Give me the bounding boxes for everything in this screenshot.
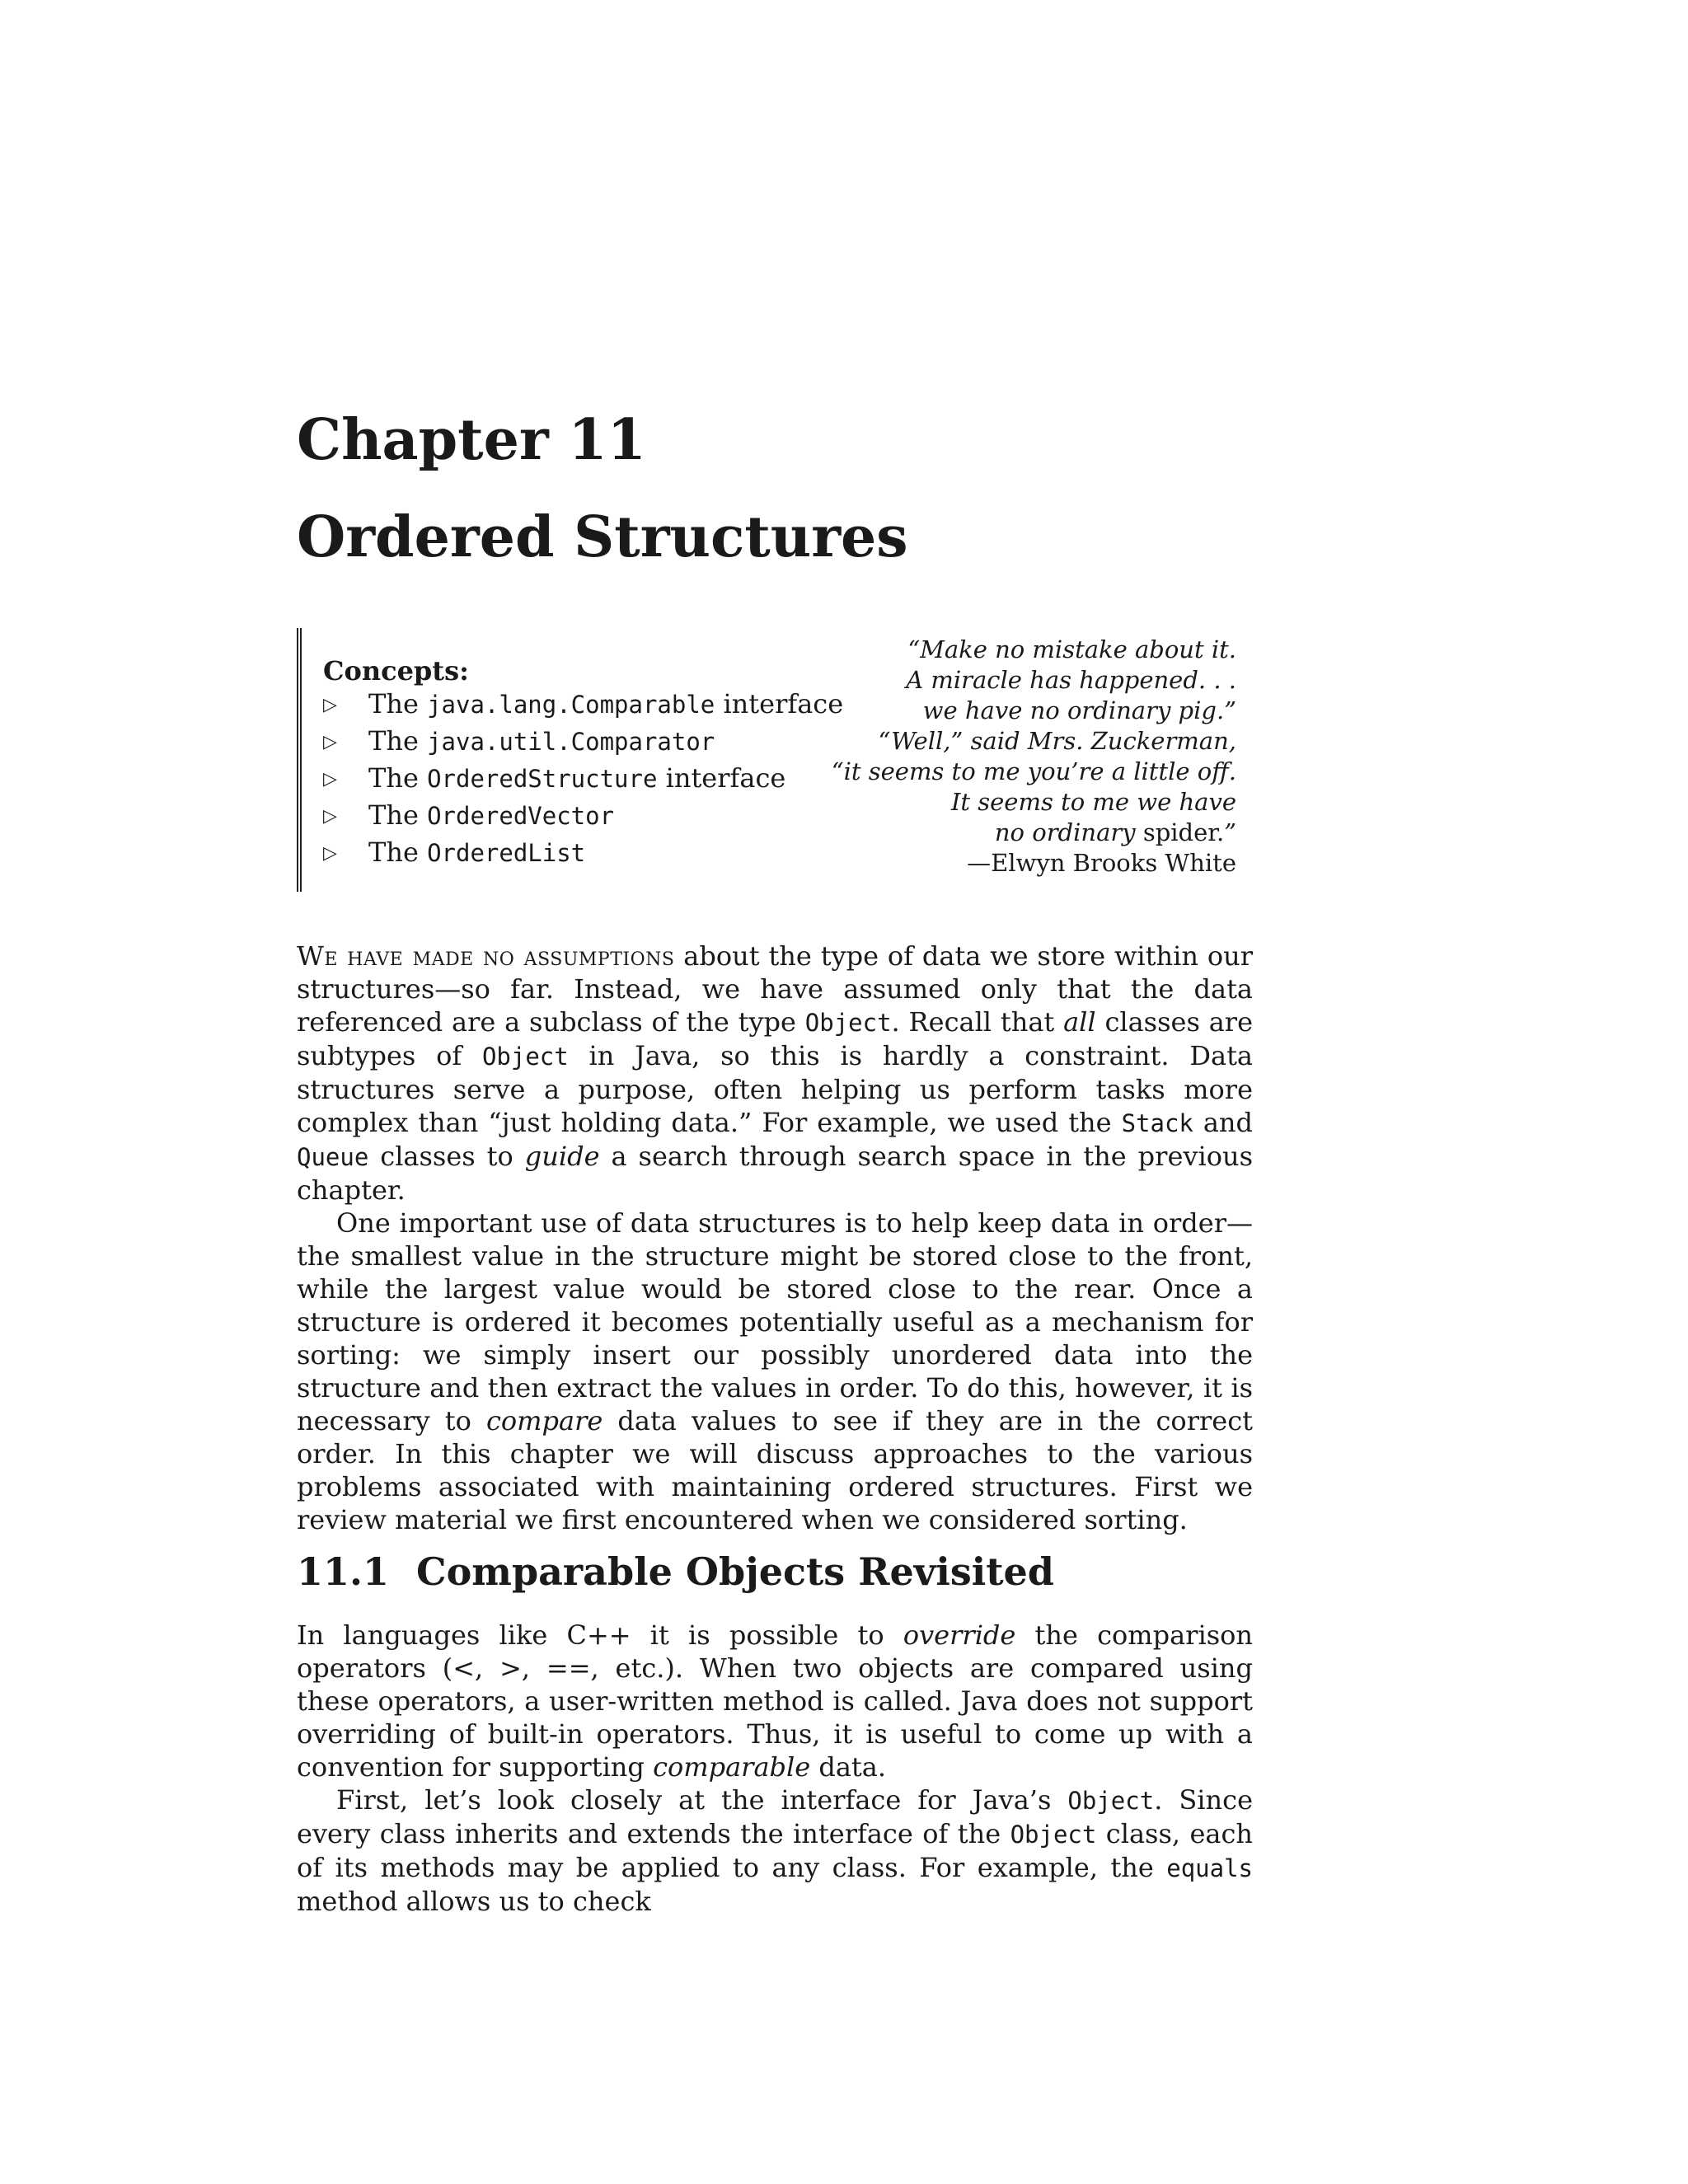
code-run: Stack bbox=[1121, 1109, 1193, 1137]
code-run: Object bbox=[481, 1043, 569, 1071]
emphasis-run: override bbox=[903, 1619, 1016, 1651]
concept-text: interface bbox=[715, 688, 844, 719]
paragraph bbox=[297, 1783, 1253, 1918]
code-run: Queue bbox=[297, 1143, 369, 1171]
triangle-bullet-icon: ▷ bbox=[323, 732, 337, 752]
quote-fragment: spider. bbox=[1135, 818, 1225, 846]
text-run: classes are subtypes of bbox=[297, 1006, 1254, 1071]
concept-text: interface bbox=[657, 762, 786, 794]
emphasis-run: all bbox=[1063, 1006, 1096, 1038]
concept-item bbox=[323, 687, 844, 724]
concept-item bbox=[323, 836, 824, 873]
emphasis-run: comparable bbox=[653, 1751, 811, 1783]
triangle-bullet-icon: ▷ bbox=[323, 843, 337, 864]
quote-line: “Make no mistake about it. bbox=[907, 635, 1236, 663]
paragraph bbox=[297, 940, 1253, 1207]
quote-line: It seems to me we have bbox=[950, 788, 1236, 816]
concept-text: The bbox=[368, 762, 428, 794]
text-run: classes to bbox=[368, 1141, 525, 1172]
text-run: about the type of data we store within our structures—so far. Instead, we have assumed only that the data referenced are a subclass of the type bbox=[297, 940, 1254, 1038]
text-run: and bbox=[1193, 1107, 1254, 1138]
epigraph-quote bbox=[832, 635, 1236, 879]
concept-code: OrderedList bbox=[427, 839, 586, 867]
concept-code: java.util.Comparator bbox=[427, 728, 715, 756]
code-run: Object bbox=[804, 1009, 892, 1037]
section-number: 11.1 bbox=[297, 1549, 390, 1594]
text-run: class, each of its methods may be applied to any class. For example, the bbox=[297, 1818, 1254, 1883]
triangle-bullet-icon: ▷ bbox=[323, 806, 337, 827]
chapter-label: Chapter 11 bbox=[297, 407, 646, 473]
triangle-bullet-icon: ▷ bbox=[323, 695, 337, 715]
concept-text: The bbox=[368, 725, 428, 757]
text-run: the comparison operators (<, >, ==, etc.). When two objects are compared using these operators, a user-written method is called. Java does not support overriding of built-in operators. Thus, it is useful to come up with a convention for supporting bbox=[297, 1619, 1254, 1783]
concept-text: The bbox=[368, 837, 428, 868]
concept-code: OrderedVector bbox=[427, 802, 615, 830]
quote-fragment: no ordinary bbox=[994, 818, 1136, 846]
text-run: In languages like C++ it is possible to bbox=[297, 1619, 903, 1651]
section-heading bbox=[297, 1549, 1054, 1594]
text-run: One important use of data structures is to help keep data in order—the smallest value in the structure might be stored close to the front, while the largest value would be stored close to the rear. Once a structure is ordered it becomes potentially useful as a mechanism for sorting: we simply insert our possibly unordered data into the structure and then extract the values in order. To do this, however, it is necessary to bbox=[297, 1207, 1253, 1436]
emphasis-run: guide bbox=[524, 1141, 600, 1172]
concepts-box bbox=[297, 628, 844, 892]
concept-item bbox=[323, 762, 824, 799]
text-run: method allows us to check bbox=[297, 1886, 651, 1917]
triangle-bullet-icon: ▷ bbox=[323, 769, 337, 790]
concept-text: The bbox=[368, 688, 428, 719]
concept-text: The bbox=[368, 799, 428, 831]
section-title: Comparable Objects Revisited bbox=[416, 1549, 1054, 1594]
code-run: equals bbox=[1166, 1854, 1253, 1882]
book-page bbox=[297, 0, 1253, 2184]
text-run: a search through search space in the previous chapter. bbox=[297, 1141, 1254, 1206]
quote-line bbox=[832, 818, 1236, 848]
text-run: in Java, so this is hardly a constraint. Data structures serve a purpose, often helping us perform tasks more complex than “just holding data.” For example, we used the bbox=[297, 1040, 1253, 1138]
section-text bbox=[297, 1619, 1253, 1918]
concept-code: OrderedStructure bbox=[427, 765, 658, 793]
paragraph bbox=[297, 1619, 1253, 1783]
text-run: First, let’s look closely at the interface for Java’s bbox=[336, 1784, 1068, 1816]
paragraph bbox=[297, 1207, 1253, 1536]
code-run: Object bbox=[1010, 1821, 1097, 1849]
quote-fragment: ” bbox=[1224, 818, 1236, 846]
concept-item bbox=[323, 799, 824, 836]
code-run: Object bbox=[1067, 1787, 1155, 1815]
text-run: . Recall that bbox=[891, 1006, 1064, 1038]
emphasis-run: compare bbox=[485, 1405, 603, 1436]
concept-item bbox=[323, 724, 824, 762]
text-run: . Since every class inherits and extends the interface of the bbox=[297, 1784, 1254, 1849]
chapter-title: Ordered Structures bbox=[297, 504, 908, 570]
text-run: data values to see if they are in the correct order. In this chapter we will discuss approaches to the various problems associated with maintaining ordered structures. First we review material we first encountered when we considered sorting. bbox=[297, 1405, 1253, 1535]
quote-line: “Well,” said Mrs. Zuckerman, bbox=[878, 727, 1236, 755]
quote-line: A miracle has happened. . . bbox=[906, 666, 1236, 694]
quote-attribution: —Elwyn Brooks White bbox=[967, 849, 1236, 877]
intro-text bbox=[297, 940, 1253, 1536]
concepts-heading: Concepts: bbox=[323, 655, 469, 687]
text-run: data. bbox=[810, 1751, 887, 1783]
quote-line: we have no ordinary pig.” bbox=[922, 696, 1236, 724]
lead-in: We have made no assumptions bbox=[297, 940, 675, 972]
concept-code: java.lang.Comparable bbox=[427, 691, 715, 719]
quote-line: “it seems to me you’re a little off. bbox=[831, 757, 1236, 785]
